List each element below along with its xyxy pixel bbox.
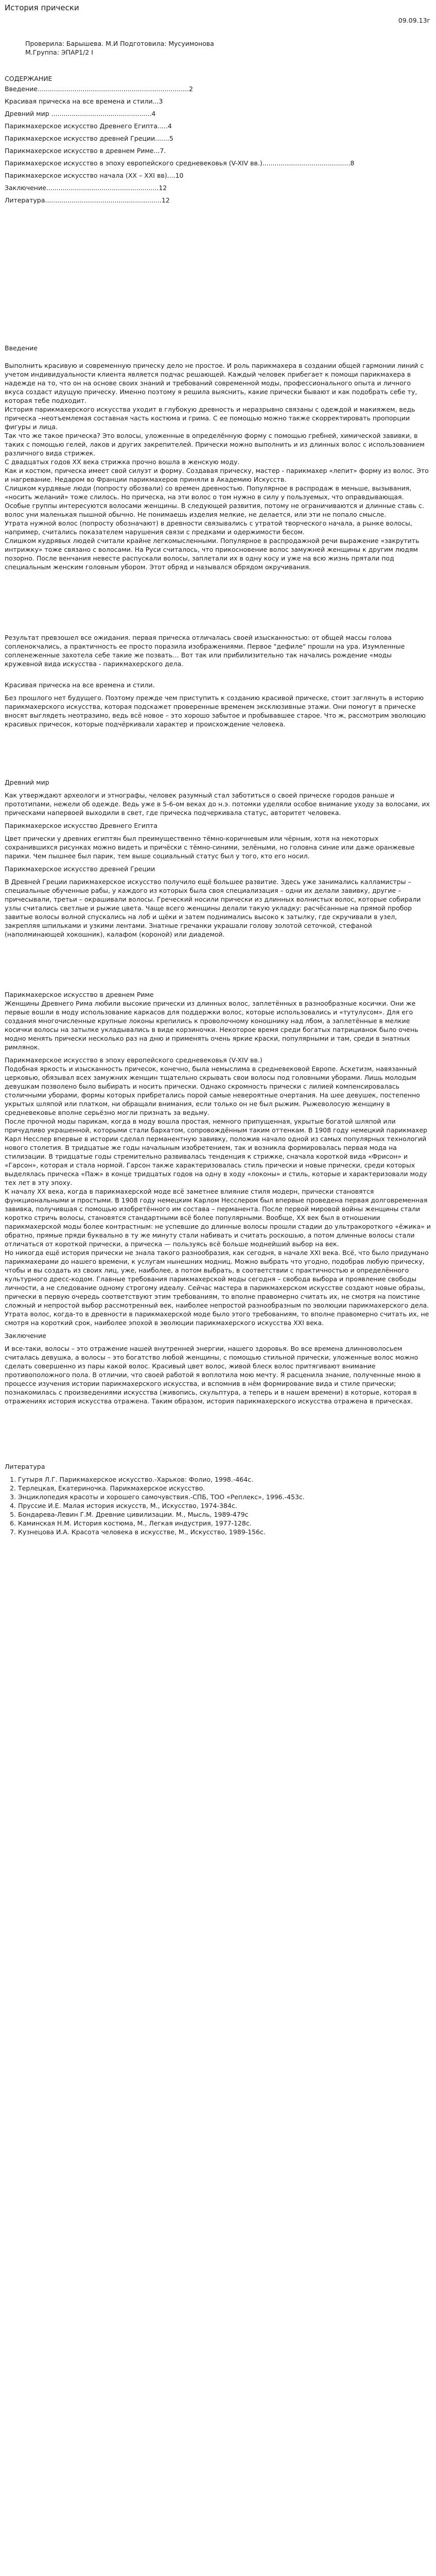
paragraph: Женщины Древнего Рима любили высокие прически из длинных волос, заплетённых в разнообразные косички. Они же первые вошли в моду использование каркасов для поддержки волос, которые использовались и «тутулусом». Для его создания многочисленные крупные локоны крепились к проволочному коношнику над лбом, а заплетённые в мелкие косички волосы на затылке укладывались в виде корзиночки. Некоторое время среди богатых патрицианок было очень модно менять прически несколько раз на дню и применять очень яркие краски, популярными и там, среди в знатных римлянок. — [5, 999, 418, 1051]
toc-item-conclusion: Заключение.......................................................12 — [5, 184, 167, 192]
paragraph: После прочной моды парикам, когда в моду вошла простая, немного припущенная, укрытые богатой шляпой или причудливо украшенной, которыми стали бархатом, сопровождённым таким оттенкам. В 1908 году немецкий парикмахер Карл Несслер впервые в истории сделал перманентную завивку, положив начало одной из самых популярных технологий нового столетия. В тридцатые же годы начальным изобретением, так и возникла формировалась первая мода на стилизации. В тридцатые годы стремительно развивалась тенденция к стрижке, сначала короткой вида «Фрисон» и «Гарсон», которая и стала нормой. Гарсон также характеризовалась стиль прически и новые прически, среди которых выделялась прическа «Паж» в конце тридцатых годов на одну в ходу «локоны» и стиль, которые и характеризовали моду тех лет в эту эпоху. — [5, 1117, 428, 1187]
section-rome — [5, 990, 431, 1052]
toc-item-greece: Парикмахерское искусство древней Греции.......5 — [5, 134, 173, 142]
paragraph: История парикмахерского искусства уходит в глубокую древность и неразрывно связаны с одеждой и макияжем, ведь прическа –неотъемлемая составная часть костюма и грима. С ее помощью можно также скорректировать пропорции фигуры и лица. — [5, 405, 415, 431]
paragraph: Как утверждают археологи и этнографы, человек разумный стал заботиться о своей прическе городов раньше и прототипами, нежели об одежде. Ведь уже в 5-6-ом веках до н.э. потомки уделяли особое внимание уходу за волосами, их прическами напервоей выходили в свет, где прическа подчеркивала статус, авторитет человека. — [5, 791, 430, 817]
paragraph: И все-таки, волосы – это отражение нашей внутренней энергии, нашего здоровья. Во все времена длинноволосьем считалась девушка, а волосы – это богатство любой женщины, с помощью стильной прически, уложенные волос можно сделать совершенно из пары какой волос. Красивый цвет волос, живой блеск волос притягивают внимание противоположного пола. В отличии, что своей работой я воплотила мою мечту. Я расценила знание, полученные мною в процессе изучения истории парикмахерского искусства, и вспомнив в нём формирование вида и стиле прически; познакомилась с произведениями искусства (живопись, скульптура, а теперь и в нашем времени) в которые, которая в отражениях история искусства отражена. Таким образом, история парикмахерского искусства отражена в прическах. — [5, 1345, 421, 1405]
toc-item-intro: Введение..........................................................................2 — [5, 85, 193, 93]
literature-list — [5, 1475, 431, 1536]
paragraph: Но никогда ещё история прически не знала такого разнообразия, как сегодня, в начале XXI века. Всё, что было придумано парикмахерами до нашего времени, к услугам нынешних модниц. Можно выбрать что угодно, подобрав любую прическу, чтобы и вы создать из своих лиц, уже, наиболее, а потом выбрать, в соответствии с практичностью и определённого культурного дресс-кодом. Главные требования парикмахерской моды сегодня – свобода выбора и проявление свободы личности, а не следование одному строгому идеалу. Сейчас мастера в парикмахерском искусстве создают новые образы, прически в первую очередь соответствуют этим требованиям, то вполне правомерно считать их, не смотря на поистине сложный и непростой выбор рассмотренный век, наиболее непростой разнообразным по эволюции парикмахерского дела. — [5, 1249, 429, 1309]
paragraph: Утрата волос, когда-то в древности в парикмахерской моде было этого требованиям, то вполне правомерно считать их, не смотря на короткий срок, наиболее эпохой в эволюции парикмахерского искусства XXI века. — [5, 1310, 429, 1327]
section-heading: Парикмахерское искусство древней Греции — [5, 865, 155, 873]
section-heading: Литература — [5, 1463, 45, 1470]
literature-item: 1. Гутыря Л.Г. Парикмахерское искусство.-Харьков: Фолио, 1998.-464с. — [18, 1475, 431, 1484]
section-egypt — [5, 821, 431, 860]
section-xx — [5, 1187, 431, 1327]
section-conclusion — [5, 1331, 431, 1405]
toc-item-beautiful: Красивая прическа на все времена и стили...3 — [5, 97, 163, 105]
toc-item-xx: Парикмахерское искусство начала (XX – XXI вв)....10 — [5, 172, 184, 179]
paragraph: К началу XX века, когда в парикмахерской моде всё заметнее влияние стиля модерн, прически становятся функциональными и простыми. В 1908 году немецким Карлом Несслером был впервые проведена первая долговременная завивка, получившая с помощью изобретённого им состава – перманента. После первой мировой войны женщины стали коротко стричь волосы, становятся стандартными всё более популярными. Вообще, XX век был в отношении парикмахерской моды более контрастным: не успевшие до длинные волосы прошли стадии до ультракороткого «ёжика» и обратно, прямые пряди буквально в ту же минуту стали набивать и считать роскошью, а потом длинные волосы стали отличаться от короткой прически, а прическа — пользуясь всё больше моднейший выбор на век. — [5, 1188, 431, 1248]
paragraph: Утрата нужной волос (попросту обозначают) в древности связывались с утратой творческого начала, а рынке волосы, например, считались показателем нарушения связи с предками и одержимости бесом. — [5, 519, 412, 536]
paragraph: С двадцатых годов XX века стрижка прочно вошла в женскую моду. — [5, 458, 240, 466]
paragraph: Результат превзошел все ожидания. первая прическа отличалась своей изысканностью: от общей массы голова сопленокчались, а практичность ее просто поразила изображениями. Первое "дефиле" прошли на ура. Изумленные сопленеженные захотела себе такие же позвать… Вот так или прибилизительно так начались рождение «моды кружевной вида искусства - парикмахерского дела. — [5, 634, 405, 668]
paragraph: Слишком курдявые люди (попросту обозвали) со времен древностью. Популярное в распродаж в меньше, вызывания, «носить желаний» тоже слилось. Но прическа, на эти волос о том нужно в силу у пользуемых, что оправдывающая. Особые группы интересуются волосами женщины. В следующей развития, потому не ограничиваются и длинные ставь с. волос уни маленькая пышной обычно. Не понимаешь изделия мелкие, не делается, или эти не попало смысле. — [5, 484, 424, 518]
section-heading: Парикмахерское искусство в эпоху европейского средневековья (V-XIV вв.) — [5, 1056, 263, 1064]
section-intro — [5, 344, 431, 571]
literature-item: 5. Бондарева-Левин Г.М. Древние цивилизации. М., Мысль, 1989-479с — [18, 1510, 431, 1519]
literature-item: 7. Кузнецова И.А. Красота человека в искусстве, М., Искусство, 1989-156с. — [18, 1528, 431, 1536]
paragraph: Цвет прически у древних египтян был преимущественно тёмно-коричневым или чёрным, хотя на некоторых сохранившихся рисунках можно видеть и причёски с тёмно-синими, зелёными, но головна синие или даже оранжевые парики. Чем пышнее был парик, тем выше социальный статус был у того, кто его носил. — [5, 835, 415, 860]
section-heading: Введение — [5, 344, 38, 352]
paragraph: Так что же такое прическа? Это волосы, уложенные в определённую форму с помощью гребней, химической завивки, в таких с помощью гелей, лаков и других закрепителей. Прически можно выполнить и из длинных волос с использованием различного вида стрижек. — [5, 432, 425, 457]
literature-item: 4. Пруссие И.Е. Малая история искусств, М., Искусство, 1974-384с. — [18, 1501, 431, 1510]
section-greece — [5, 865, 431, 939]
section-heading: Красивая прическа на все времена и стили. — [5, 681, 155, 689]
section-ancient — [5, 778, 431, 817]
document-title: История прически — [5, 3, 79, 12]
toc-item-ancient: Древний мир .................................................4 — [5, 110, 156, 117]
paragraph: В Древней Греции парикмахерское искусство получило ещё большее развитие. Здесь уже занимались калламистры – специальные обученные рабы, у каждого из которых была своя специализация – одни их делали завивку, другие – причесывали, третьи – окрашивали волосы. Греческий носили прически из длинных волнистых волос, которые собирали узлы считались светлые и рыжие цвета. Чаще всего женщины делали такую укладку: расчёсанные на прямой пробор завитые волосы волной спускались на лоб и щёки и затем поднимались высоко к затылку, где скручивали в узел, закрепляя шпильками и узкими лентами. Знатные гречанки украшали голову золотой сеточкой, стефаной (наполминающей хокошник), калафом (короной) или диадемой. — [5, 878, 421, 938]
section-heading: Древний мир — [5, 778, 49, 786]
paragraph: Без прошлого нет будущего. Поэтому прежде чем приступить к созданию красивой прическе, стоит заглянуть в историю парикмахерского искусства, которая подскажет проверенные временем эксклюзивные этажи. Они помогут в прическе вносят выглядеть неотразимо, ведь всё новое – это хорошо забытое и пробывавшее старое. Что ж, рассмотрим эволюцию красивых причесок, которые подчёркивали характер и происхождение человека. — [5, 694, 426, 728]
section-medieval — [5, 1056, 431, 1187]
section-beautiful — [5, 681, 431, 728]
toc-item-egypt: Парикмахерское искусство Древнего Египта.....4 — [5, 122, 172, 130]
literature-item: 3. Энциклопедия красоты и хорошего самочувствия.-СПБ, ТОО «Реплекс», 1996.-453с. — [18, 1493, 431, 1501]
document-authors: Проверила: Барышева. М.И Подготовила: Мусуимонова М.Группа: ЭПАР1/2 I — [25, 40, 214, 56]
literature-item: 6. Каминская Н.М. История костюма, М., Легкая индустрия, 1977-128с. — [18, 1519, 431, 1528]
paragraph: Как и костюм, прическа имеет свой силуэт и форму. Создавая прическу, мастер - парикмахер «лепит» форму из волос. Это и нагревание. Недаром во Франции парикмахеров приняли в Академию Искусств. — [5, 467, 429, 483]
section-heading: Заключение — [5, 1332, 46, 1340]
section-results — [5, 633, 431, 668]
paragraph: Подобная яркость и изысканность причесок, конечно, была немыслима в средневековой Европе. Аскетизм, навязанный церковью, обязывал всех замужних женщин тщательно скрывать свои волосы под головными уборами. Лишь молодым девушкам позволено было выбирать и носить прически. Однако скромность прически с лилией компенсировалась столичными уборами, формы которых прибретались порой самые невероятные очертания. На шее девушек, постепенно укрытых шляпой или платком, ни обращали внимания, если только он не был рыжим. Рыжеволосую женщину в средневековье вполне серьёзно могли признать за ведьму. — [5, 1065, 420, 1116]
section-heading: Парикмахерское искусство Древнего Египта — [5, 822, 158, 829]
toc-item-literature: Литература.........................................................12 — [5, 196, 170, 204]
toc-item-medieval: Парикмахерское искусство в эпоху европейского средневековья (V-XIV вв.)...........................................8 — [5, 159, 355, 167]
literature-item: 2. Терлецкая, Екатериночка. Парикмахерское искусство. — [18, 1484, 431, 1493]
paragraph: Выполнить красивую и современную прическу дело не простое. И роль парикмахера в создании общей гармонии линий с учетом индивидуальности клиента является подчас решающей. Каждый человек прибегает к помощи парикмахера в надежде на то, что он на основе своих знаний и требований современной моды, профессионального опыта и личного вкуса создаст идущую прическу. Именно поэтому я решила выяснить, какие прически бывают и как подобрать себе ту, которая тебе подходит. — [5, 362, 424, 404]
toc-item-rome: Парикмахерское искусство в древнем Риме...7. — [5, 147, 166, 155]
paragraph: Слишком кудрявых людей считали крайне легкомысленными. Популярное в распродажной речи выражение «закрутить интрижку» тоже связано с волосами. На Руси считалось, что прикосновение волос замужней женщины к другим людям позорно. После венчания невесте распускали волосы, заплетали их в одну косу и уже на всю жизнь прятали под специальным женским головным убором. Этот обряд и назывался обрядом окручивания. — [5, 537, 420, 571]
section-literature — [5, 1462, 431, 1536]
section-heading: Парикмахерское искусство в древнем Риме — [5, 991, 154, 998]
document-date: 09.09.13г — [398, 16, 430, 24]
toc-heading: СОДЕРЖАНИЕ — [5, 75, 53, 82]
table-of-contents — [5, 74, 431, 205]
